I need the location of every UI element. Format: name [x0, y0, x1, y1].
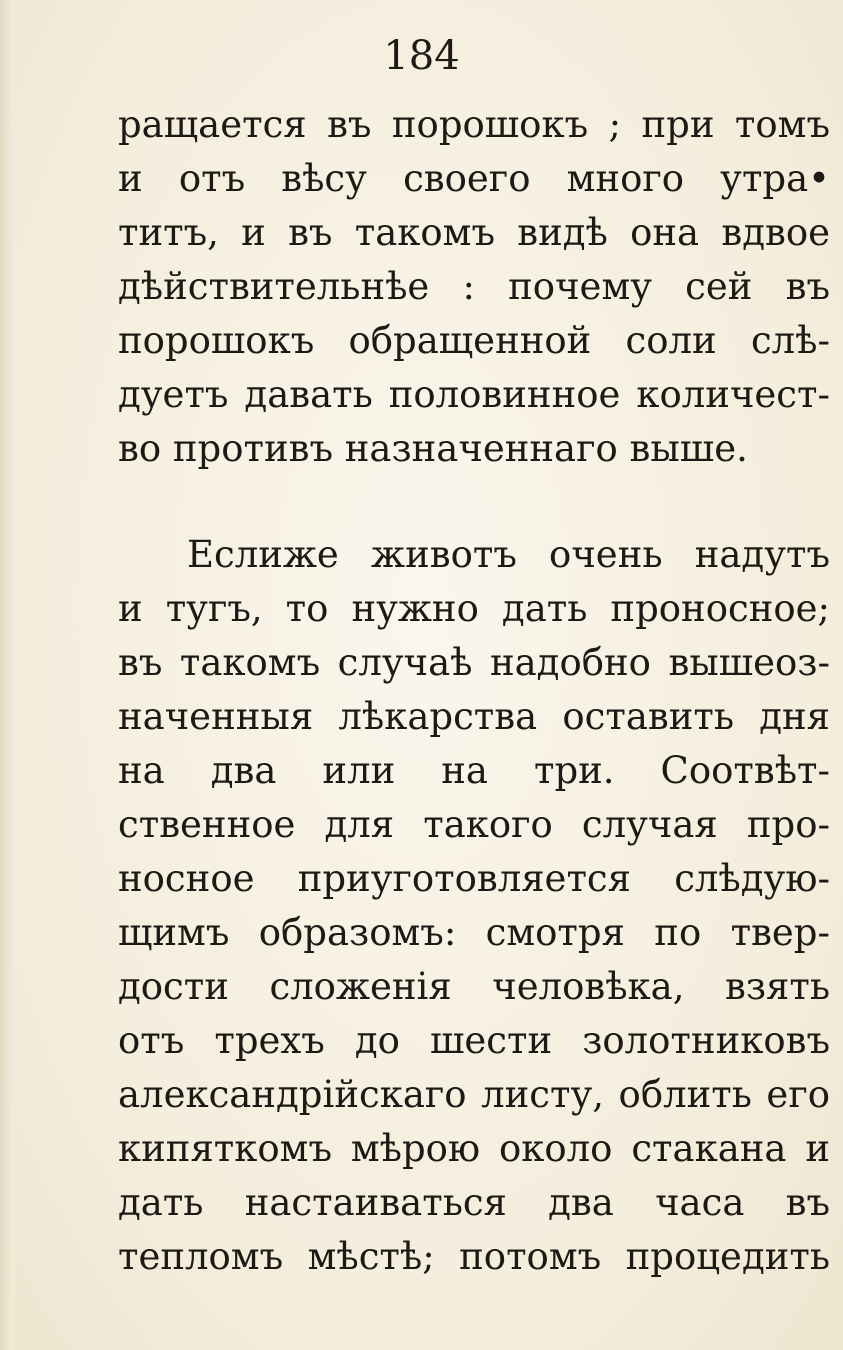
text-line: Еслиже животъ очень надутъ: [187, 533, 830, 576]
text-line: дать настаиваться два часа въ: [118, 1181, 830, 1224]
text-line: и тугъ, то нужно дать проносное;: [118, 587, 830, 630]
text-line: носное приуготовляется слѣдую-: [118, 857, 830, 900]
text-line: и отъ вѣсу своего много утра•: [118, 157, 830, 200]
text-line: александрійскаго листу, облить его: [118, 1073, 830, 1116]
text-line: дости сложенія человѣка, взять: [118, 965, 830, 1008]
text-line: ственное для такого случая про-: [118, 803, 830, 846]
text-line: кипяткомъ мѣрою около стакана и: [118, 1127, 830, 1170]
page-gutter: [0, 0, 14, 1350]
text-line: во противъ назначеннаго выше.: [118, 427, 748, 470]
text-line: на два или на три. Соотвѣт-: [118, 749, 830, 792]
text-line: наченныя лѣкарства оставить дня: [118, 695, 830, 738]
text-line: дѣйствительнѣе : почему сей въ: [118, 265, 830, 308]
text-line: въ такомъ случаѣ надобно вышеоз-: [118, 641, 830, 684]
page-number: 184: [383, 33, 460, 79]
text-line: ращается въ порошокъ ; при томъ: [118, 103, 830, 146]
text-line: порошокъ обращенной соли слѣ-: [118, 319, 830, 362]
text-line: тепломъ мѣстѣ; потомъ процедить: [118, 1235, 830, 1278]
text-line: дуетъ давать половинное количест-: [118, 373, 830, 416]
text-line: титъ, и въ такомъ видѣ она вдвое: [118, 211, 830, 254]
text-line: щимъ образомъ: смотря по твер-: [118, 911, 830, 954]
text-line: отъ трехъ до шести золотниковъ: [118, 1019, 830, 1062]
